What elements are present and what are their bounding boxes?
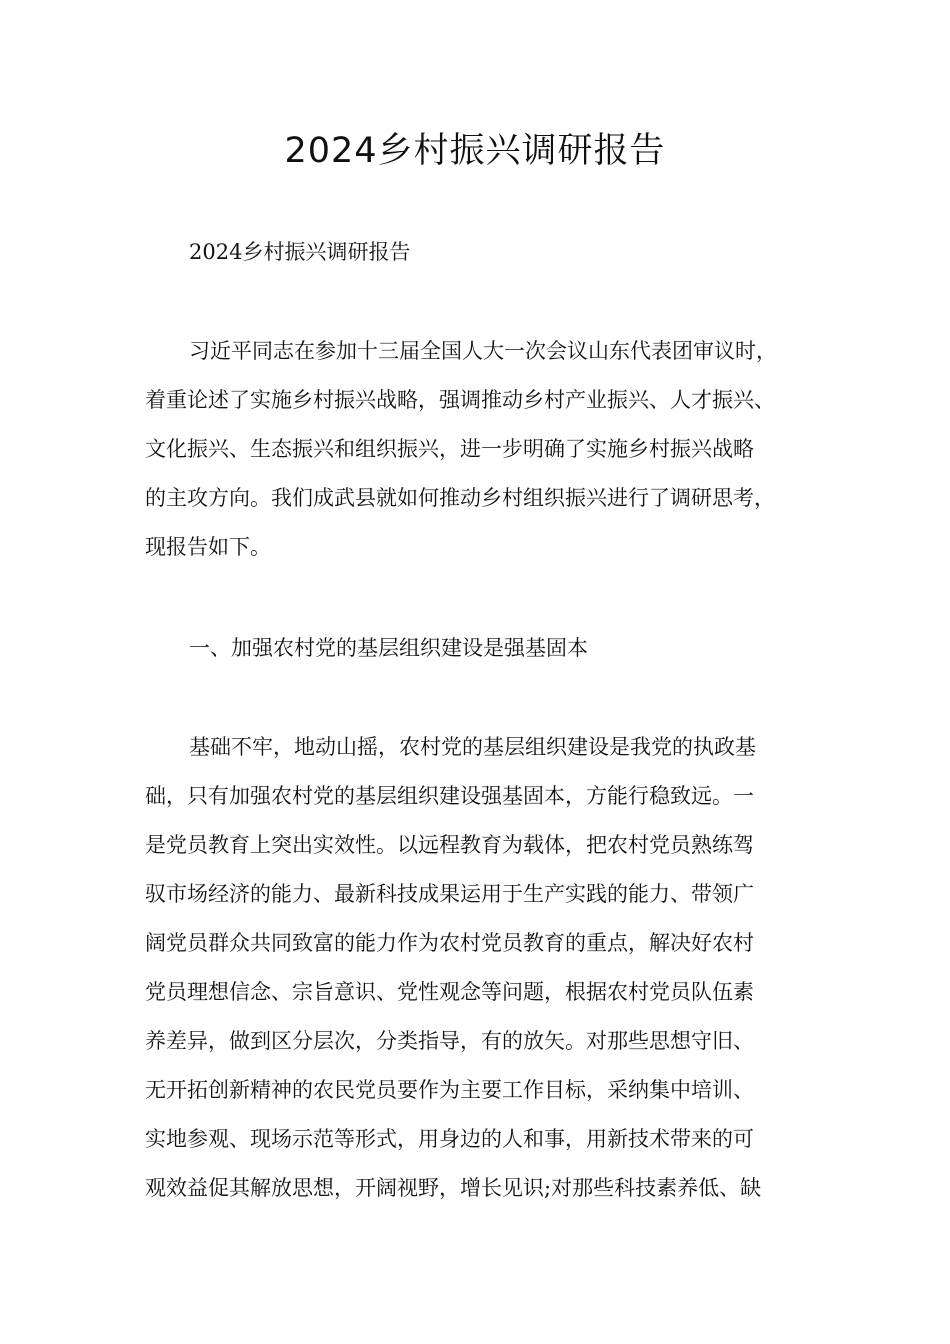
paragraph-line: 是党员教育上突出实效性。以远程教育为载体，把农村党员熟练驾 <box>145 833 754 857</box>
paragraph-line: 无开拓创新精神的农民党员要作为主要工作目标，采纳集中培训、 <box>145 1078 754 1102</box>
section-heading-text: 一、加强农村党的基层组织建设是强基固本 <box>189 636 588 660</box>
intro-paragraph <box>145 327 821 572</box>
section-heading <box>145 624 821 673</box>
paragraph-line: 基础不牢，地动山摇，农村党的基层组织建设是我党的执政基 <box>189 735 756 759</box>
paragraph-line: 习近平同志在参加十三届全国人大一次会议山东代表团审议时， <box>189 339 777 363</box>
paragraph-line: 实地参观、现场示范等形式，用身边的人和事，用新技术带来的可 <box>145 1127 754 1151</box>
paragraph-line: 的主攻方向。我们成武县就如何推动乡村组织振兴进行了调研思考， <box>145 486 775 510</box>
paragraph-line: 着重论述了实施乡村振兴战略，强调推动乡村产业振兴、人才振兴、 <box>145 388 775 412</box>
subtitle-text: 2024乡村振兴调研报告 <box>189 240 411 264</box>
paragraph-line: 养差异，做到区分层次，分类指导，有的放矢。对那些思想守旧、 <box>145 1029 754 1053</box>
paragraph-line: 驭市场经济的能力、最新科技成果运用于生产实践的能力、带领广 <box>145 882 754 906</box>
paragraph-line: 现报告如下。 <box>145 535 271 559</box>
paragraph-line: 党员理想信念、宗旨意识、党性观念等问题，根据农村党员队伍素 <box>145 980 754 1004</box>
document-title: 2024乡村振兴调研报告 <box>284 131 666 171</box>
document-subtitle <box>145 228 821 277</box>
section-paragraph <box>145 723 821 1213</box>
paragraph-line: 阔党员群众共同致富的能力作为农村党员教育的重点，解决好农村 <box>145 931 754 955</box>
paragraph-line: 文化振兴、生态振兴和组织振兴，进一步明确了实施乡村振兴战略 <box>145 437 754 461</box>
paragraph-line: 观效益促其解放思想，开阔视野，增长见识;对那些科技素养低、缺 <box>145 1176 762 1200</box>
paragraph-line: 础，只有加强农村党的基层组织建设强基固本，方能行稳致远。一 <box>145 784 754 808</box>
